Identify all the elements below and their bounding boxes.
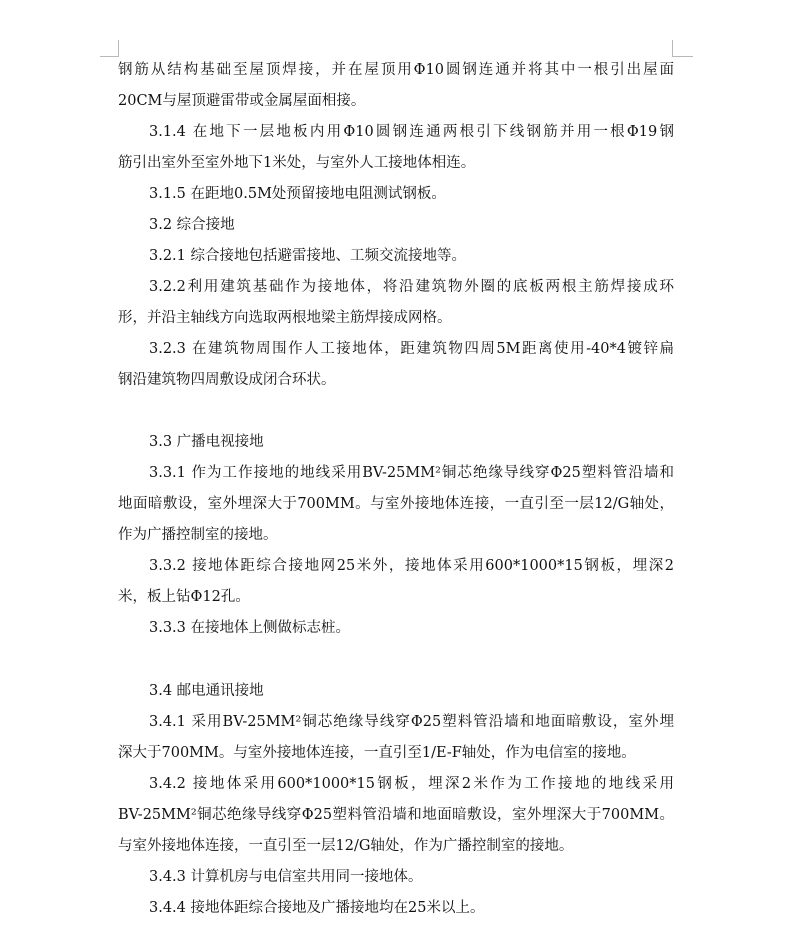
text-line: 3.3.3 在接地体上侧做标志桩。 [149,620,351,636]
text-line: 3.3 广播电视接地 [149,434,264,450]
text-line: 3.4.3 计算机房与电信室共用同一接地体。 [149,869,423,885]
text-line: 地面暗敷设，室外埋深大于700MM。与室外接地体连接，一直引至一层12/G轴处， [118,496,674,512]
text-line: 3.4.1 采用BV-25MM²铜芯绝缘导线穿Φ25塑料管沿墙和地面暗敷设，室外埋 [149,714,674,730]
text-line: 3.4.4 接地体距综合接地及广播接地均在25米以上。 [149,900,485,916]
paragraph-p11 [118,613,674,644]
heading-3-3 [118,427,674,458]
text-line: 20CM与屋顶避雷带或金属屋面相接。 [118,93,366,109]
paragraph-p14 [118,769,674,862]
paragraph-p15 [118,862,674,893]
margin-corner-top-right [672,40,693,57]
text-line: 3.1.4 在地下一层地板内用Φ10圆钢连通两根引下线钢筋并用一根Φ19钢 [149,124,674,140]
text-line: 3.2.1 综合接地包括避雷接地、工频交流接地等。 [149,248,467,264]
heading-3-4 [118,676,674,707]
paragraph-p1 [118,55,674,117]
heading-3-2 [118,210,674,241]
paragraph-p5 [118,241,674,272]
text-line: 筋引出室外至室外地下1米处，与室外人工接地体相连。 [118,155,476,171]
paragraph-p9 [118,458,674,551]
text-line: BV-25MM²铜芯绝缘导线穿Φ25塑料管沿墙和地面暗敷设，室外埋深大于700MM。 [118,807,674,823]
paragraph-p7 [118,334,674,396]
paragraph-p2 [118,117,674,179]
text-line: 作为广播控制室的接地。 [118,527,278,543]
text-line: 形，并沿主轴线方向选取两根地梁主筋焊接成网格。 [118,310,452,326]
text-line: 3.3.2 接地体距综合接地网25米外，接地体采用600*1000*15钢板，埋深2 [149,558,674,574]
text-line: 3.2.3 在建筑物周围作人工接地体，距建筑物四周5M距离使用-40*4镀锌扁 [149,341,674,357]
text-line: 3.1.5 在距地0.5M处预留接地电阻测试钢板。 [149,186,446,202]
text-line: 深大于700MM。与室外接地体连接，一直引至1/E-F轴处，作为电信室的接地。 [118,745,636,761]
text-line: 3.4.2 接地体采用600*1000*15钢板，埋深2米作为工作接地的地线采用 [149,776,674,792]
text-line: 与室外接地体连接，一直引至一层12/G轴处，作为广播控制室的接地。 [118,838,574,854]
text-line: 钢沿建筑物四周敷设成闭合环状。 [118,372,336,388]
paragraph-p16 [118,893,674,924]
text-line: 米，板上钻Φ12孔。 [118,589,250,605]
paragraph-p13 [118,707,674,769]
paragraph-p10 [118,551,674,613]
text-line: 3.2 综合接地 [149,217,235,233]
paragraph-p3 [118,179,674,210]
text-line: 3.3.1 作为工作接地的地线采用BV-25MM²铜芯绝缘导线穿Φ25塑料管沿墙和 [149,465,674,481]
text-line: 3.2.2利用建筑基础作为接地体，将沿建筑物外圈的底板两根主筋焊接成环 [149,279,674,295]
text-line: 3.4 邮电通讯接地 [149,683,264,699]
margin-corner-top-left [100,40,119,57]
paragraph-p6 [118,272,674,334]
text-line: 钢筋从结构基础至屋顶焊接，并在屋顶用Φ10圆钢连通并将其中一根引出屋面 [118,62,674,78]
